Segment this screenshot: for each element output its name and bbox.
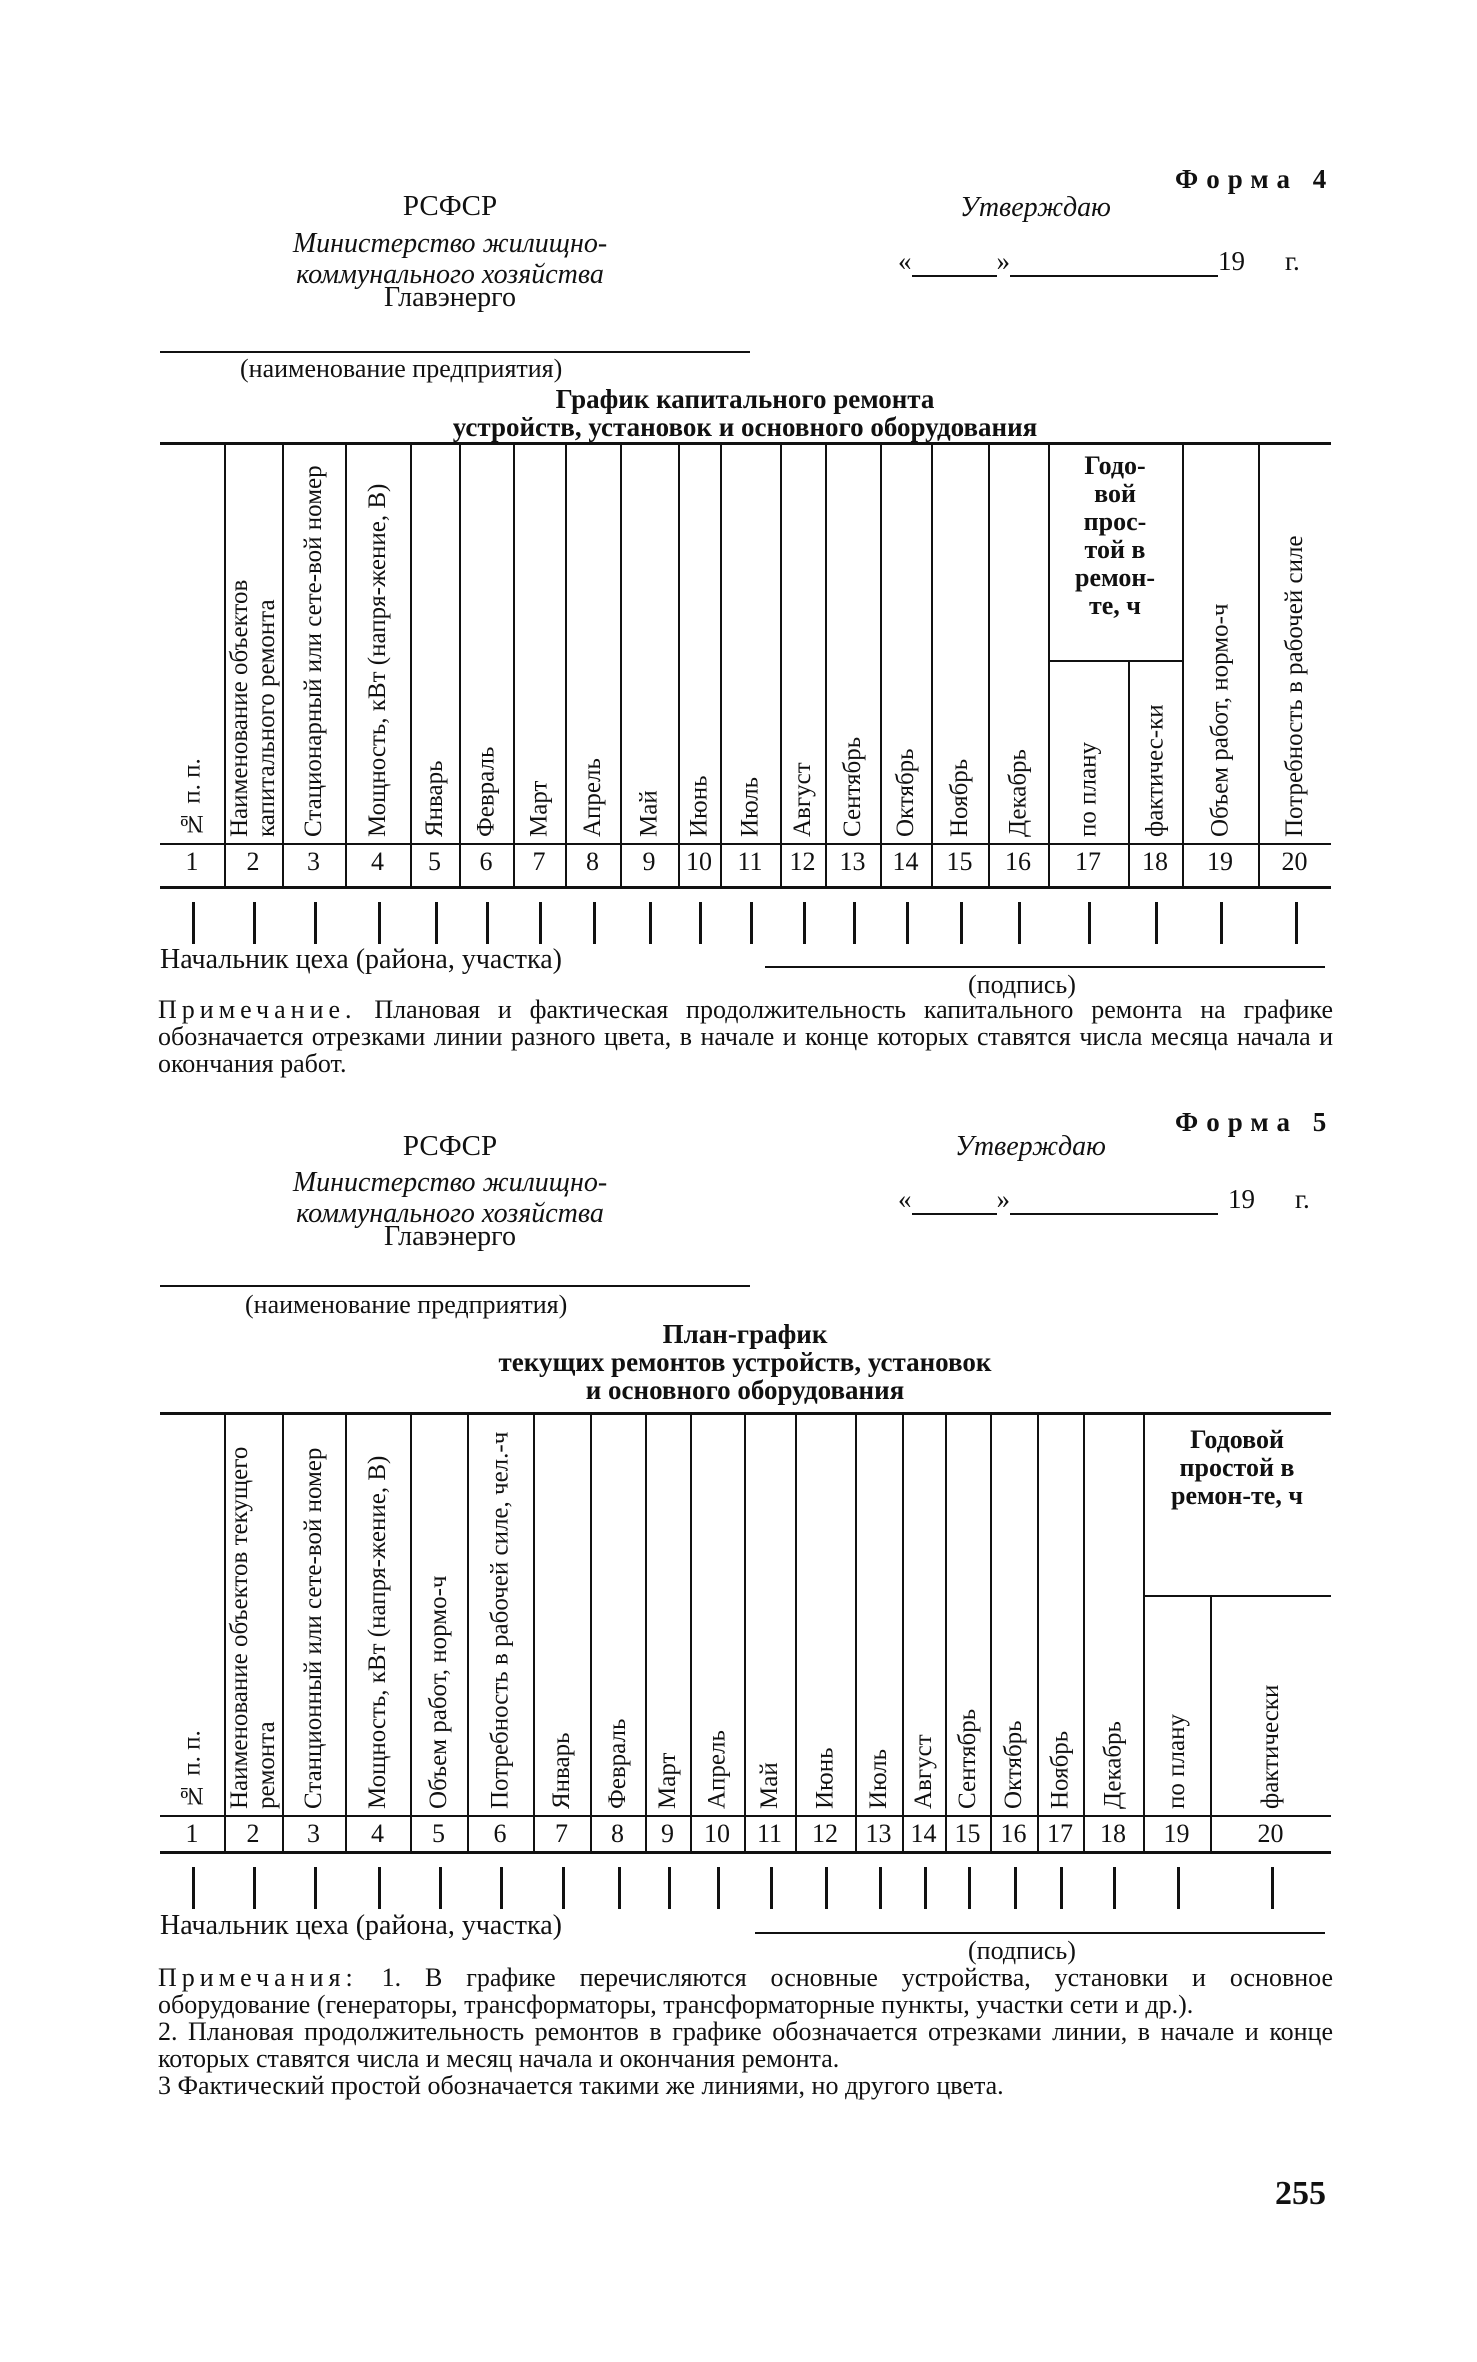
form4-entry-tick (378, 902, 381, 944)
form4-col-number: 7 (532, 847, 546, 876)
form5-note1-text: 1. В графике перечисляются основные устройства, установки и основное оборудование (генераторы, трансформаторы, трансформаторные пункты, участки сети и др.). (158, 1963, 1334, 2019)
form4-entry-tick (1295, 902, 1298, 944)
form5-col-number: 1 (185, 1819, 199, 1848)
form5-approve: Утверждаю (955, 1131, 1106, 1162)
form4-col-header: Стационарный или сете-вой номер (300, 465, 327, 837)
form4-chief-label: Начальник цеха (района, участка) (160, 944, 562, 975)
form5-label: Форма 5 (1175, 1107, 1335, 1137)
form4-entry-tick (435, 902, 438, 944)
page-number: 255 (1275, 2175, 1326, 2212)
form5-enterprise-line (160, 1285, 750, 1287)
day-blank (912, 249, 997, 277)
form5-glav: Главэнерго (384, 1221, 516, 1252)
form4-note (158, 996, 1333, 1077)
form4-col-header: Октябрь (892, 748, 919, 837)
form5-godovoy-header: Годовой простой в ремон-те, ч (1171, 1425, 1303, 1510)
form5-entry-tick (924, 1867, 927, 1909)
form4-note-text: Плановая и фактическая продолжительность капитального ремонта на графике обозначается отрезками линии разного цвета, в начале и конце которых ставятся числа месяца начала и окончания работ. (158, 995, 1333, 1078)
form4-entry-tick (699, 902, 702, 944)
form5-bottom-rule (160, 1851, 1331, 1854)
form5-note3: 3 Фактический простой обозначается такими же линиями, но другого цвета. (158, 2071, 1004, 2100)
form4-col-number: 4 (371, 847, 384, 876)
form5-col-header: Станционный или сете-вой номер (300, 1447, 327, 1809)
form5-col-header: Наименование объектов текущего ремонта (226, 1446, 280, 1809)
form5-col-header: Август (910, 1734, 937, 1809)
form4-col-header: Май (635, 790, 663, 837)
form5-col-header: Февраль (604, 1718, 631, 1809)
form4-col-header: Ноябрь (946, 758, 973, 837)
form4-entry-tick (1155, 902, 1158, 944)
form4-enterprise-line (160, 351, 750, 353)
form4-godovoy-header: Годо-вой прос-той в ремон-те, ч (1074, 451, 1155, 620)
form5-col-number: 6 (493, 1819, 507, 1848)
form4-col-header: по плану (1074, 742, 1102, 837)
form5-title-line1: План-график (662, 1319, 828, 1349)
form5-col-header: Объем работ, нормо-ч (425, 1575, 452, 1809)
form5-col-header: Март (654, 1752, 681, 1809)
form4-col-number: 19 (1207, 847, 1233, 876)
form5-col-number: 19 (1163, 1819, 1190, 1848)
form5-col-number: 4 (371, 1819, 384, 1848)
form5-notes-label: Примечания: (158, 1963, 358, 1992)
form4-col-header: № п. п. (178, 758, 206, 837)
form4-title-line2: устройств, установок и основного оборудования (452, 412, 1038, 442)
form4-col-number: 9 (642, 847, 656, 876)
form5-date-line (898, 1184, 1338, 1218)
form4-entry-tick (314, 902, 317, 944)
form4-col-header: Апрель (579, 758, 606, 837)
form4-entry-tick (192, 902, 195, 944)
form4-col-number: 11 (737, 847, 763, 876)
form5-ministry: Министерство жилищно-коммунального хозяйства (292, 1167, 608, 1229)
form4-col-header: Мощность, кВт (напря-жение, В) (364, 483, 391, 837)
form4-col-number: 16 (1005, 847, 1031, 876)
form5-col-number: 20 (1257, 1819, 1284, 1848)
day-blank (912, 1187, 997, 1215)
form4-title (360, 385, 1130, 441)
form4-entry-tick (1088, 902, 1091, 944)
form5-entry-tick (1014, 1867, 1017, 1909)
form4-col-number: 5 (428, 847, 441, 876)
year-prefix: 19 (1218, 246, 1245, 276)
form5-col-header: Октябрь (1000, 1720, 1027, 1809)
form5-entry-tick (314, 1867, 317, 1909)
form4-col-header: Декабрь (1004, 749, 1032, 837)
form4-approve: Утверждаю (960, 192, 1111, 223)
form5-col-header: Июль (865, 1749, 892, 1809)
form5-col-header: фактически (1257, 1684, 1284, 1809)
form5-col-number: 7 (555, 1819, 568, 1848)
form5-col-number: 11 (756, 1819, 783, 1848)
form4-col-header: Март (525, 780, 553, 837)
form5-notes (158, 1964, 1333, 2099)
form5-title-line2: текущих ремонтов устройств, установок (498, 1347, 992, 1377)
form4-col-number: 10 (686, 847, 712, 876)
form4-col-number: 15 (946, 847, 973, 876)
month-blank (1010, 249, 1218, 277)
form4-entry-tick (649, 902, 652, 944)
form5-entry-tick (879, 1867, 882, 1909)
form5-col-number: 12 (812, 1819, 838, 1848)
form4-col-header: Июль (736, 777, 764, 837)
form5-entry-tick (968, 1867, 971, 1909)
form5-col-header: Ноябрь (1046, 1730, 1074, 1809)
form5-col-header: Май (756, 1762, 783, 1809)
form5-godovoy-rule (1143, 1595, 1331, 1597)
form5-signature-label: (подпись) (968, 1936, 1076, 1965)
year-suffix: г. (1295, 1184, 1310, 1214)
form5-col-number: 8 (611, 1819, 624, 1848)
form4-col-header: Наименование объектов капитального ремонта (226, 579, 280, 837)
quote-open: « (898, 246, 912, 276)
form4-entry-tick (539, 902, 542, 944)
year-prefix: 19 (1228, 1184, 1255, 1214)
form5-signature-line (755, 1932, 1325, 1934)
form5-col-number: 15 (954, 1819, 981, 1848)
form4-date-line (898, 246, 1338, 280)
form4-glav: Главэнерго (384, 282, 516, 313)
form5-col-number: 2 (246, 1819, 260, 1848)
form5-col-number: 10 (704, 1819, 730, 1848)
quote-open: « (898, 1184, 912, 1214)
form5-note2: 2. Плановая продолжительность ремонтов в графике обозначается отрезками линии, в начале и конце которых ставятся числа и месяц начала и окончания ремонта. (158, 2017, 1333, 2073)
form4-bottom-rule (160, 886, 1331, 889)
form5-entry-tick (1060, 1867, 1063, 1909)
form4-col-number: 3 (307, 847, 320, 876)
form4-col-header: Январь (421, 760, 448, 837)
form5-rsfsr: РСФСР (402, 1130, 498, 1162)
form5-entry-tick (717, 1867, 720, 1909)
form5-title (360, 1320, 1130, 1404)
form5-col-header: Мощность, кВт (напря-жение, В) (364, 1455, 391, 1809)
form5-enterprise-label: (наименование предприятия) (245, 1290, 568, 1319)
form4-col-header: Сентябрь (839, 736, 866, 837)
form4-col-number: 13 (839, 847, 866, 876)
form5-entry-tick (825, 1867, 828, 1909)
form4-col-number: 20 (1281, 847, 1308, 876)
form4-col-header: Февраль (472, 746, 500, 837)
month-blank (1010, 1187, 1218, 1215)
form4-entry-tick (253, 902, 256, 944)
form4-entry-tick (486, 902, 489, 944)
form4-ministry: Министерство жилищно-коммунального хозяйства (292, 228, 608, 290)
form5-entry-tick (1177, 1867, 1180, 1909)
form4-entry-tick (803, 902, 806, 944)
form4-col-header: Объем работ, нормо-ч (1206, 603, 1234, 837)
form5-entry-tick (253, 1867, 256, 1909)
form4-signature-label: (подпись) (968, 970, 1076, 999)
form5-col-number: 18 (1100, 1819, 1126, 1848)
form5-col-number: 17 (1047, 1819, 1073, 1848)
form5-entry-tick (500, 1867, 503, 1909)
form4-entry-tick (593, 902, 596, 944)
form5-entry-tick (770, 1867, 773, 1909)
form5-entry-tick (668, 1867, 671, 1909)
form4-col-number: 8 (586, 847, 599, 876)
form4-col-number: 6 (479, 847, 493, 876)
form4-col-number: 12 (789, 847, 816, 876)
form4-col-number: 14 (892, 847, 919, 876)
form5-entry-tick (1113, 1867, 1116, 1909)
form5-col-header: Сентябрь (954, 1708, 981, 1809)
form5-col-header: по плану (1163, 1714, 1190, 1809)
form5-col-number: 13 (865, 1819, 892, 1848)
form5-col-number: 5 (432, 1819, 445, 1848)
form5-note1 (158, 1964, 1333, 2018)
form4-col-header: Август (789, 762, 816, 837)
form4-header-rule (160, 843, 1331, 845)
form5-entry-tick (192, 1867, 195, 1909)
form4-col-number: 2 (246, 847, 260, 876)
form4-col-header: фактичес-ки (1141, 704, 1169, 837)
form4-entry-tick (1220, 902, 1223, 944)
form5-col-header: Декабрь (1099, 1721, 1127, 1809)
form4-entry-tick (906, 902, 909, 944)
form4-entry-tick (1018, 902, 1021, 944)
form5-col-header: Июнь (811, 1747, 839, 1809)
form5-col-header: Январь (548, 1732, 575, 1809)
form5-entry-tick (439, 1867, 442, 1909)
year-suffix: г. (1285, 246, 1300, 276)
form4-godovoy-rule (1048, 660, 1182, 662)
form4-enterprise-label: (наименование предприятия) (240, 354, 563, 383)
form5-col-number: 3 (307, 1819, 320, 1848)
form4-note-label: Примечание. (158, 995, 357, 1024)
form4-label: Форма 4 (1175, 164, 1335, 194)
form5-entry-tick (1271, 1867, 1274, 1909)
quote-close: » (996, 1184, 1010, 1214)
form4-col-number: 18 (1142, 847, 1168, 876)
form4-entry-tick (750, 902, 753, 944)
form5-col-header: № п. п. (178, 1730, 206, 1809)
form4-col-number: 1 (185, 847, 199, 876)
form5-col-header: Апрель (703, 1730, 731, 1809)
form4-col-number: 17 (1075, 847, 1101, 876)
form5-entry-tick (378, 1867, 381, 1909)
quote-close: » (996, 246, 1010, 276)
form5-title-line3: и основного оборудования (585, 1375, 905, 1405)
form4-entry-tick (960, 902, 963, 944)
form4-title-line1: График капитального ремонта (555, 384, 935, 414)
form4-rsfsr: РСФСР (402, 190, 498, 222)
form4-top-rule (160, 442, 1331, 445)
form4-col-header: Июнь (685, 775, 713, 837)
form5-col-number: 14 (910, 1819, 937, 1848)
form4-entry-tick (853, 902, 856, 944)
form5-entry-tick (562, 1867, 565, 1909)
form5-col-number: 9 (661, 1819, 674, 1848)
form5-chief-label: Начальник цеха (района, участка) (160, 1910, 562, 1941)
form5-col-number: 16 (1000, 1819, 1027, 1848)
form5-entry-tick (618, 1867, 621, 1909)
form4-col-header: Потребность в рабочей силе (1281, 535, 1308, 837)
form4-signature-line (765, 966, 1325, 968)
form5-col-header: Потребность в рабочей силе, чел.-ч (486, 1431, 514, 1809)
